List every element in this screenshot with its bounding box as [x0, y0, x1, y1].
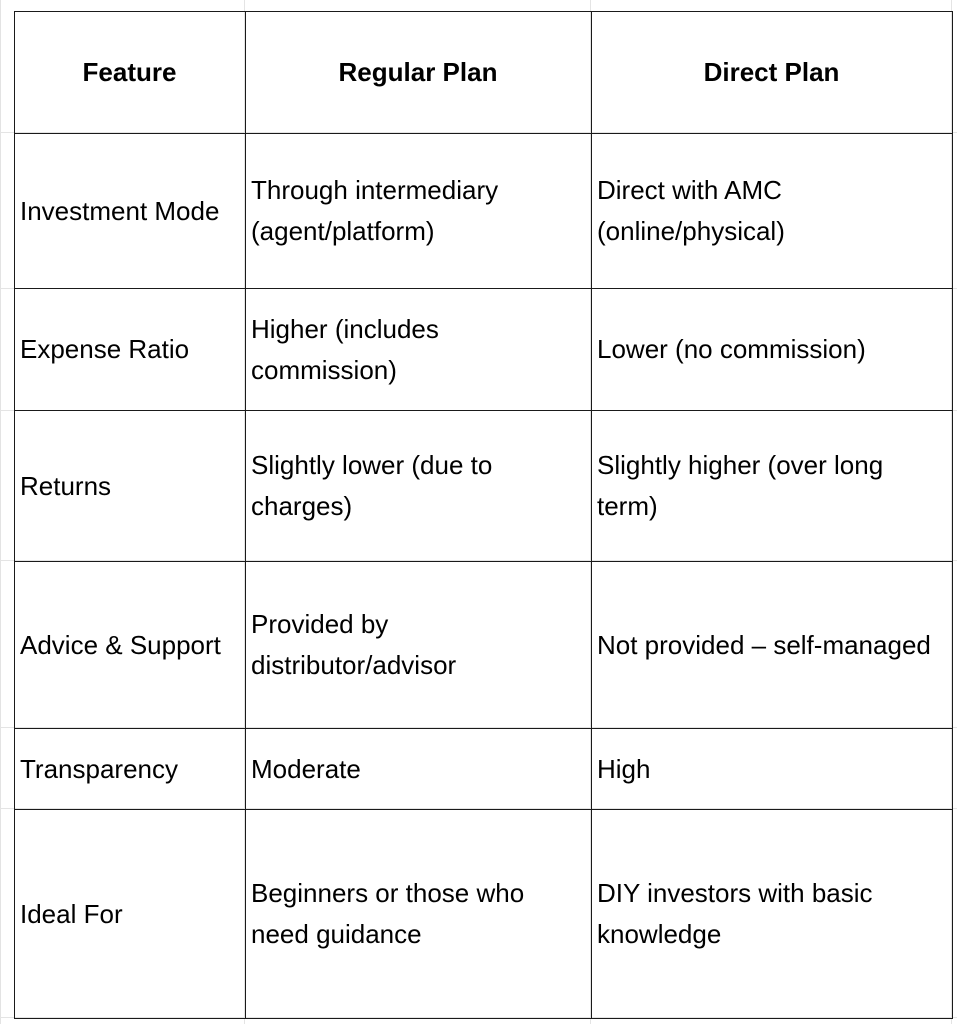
table-row — [15, 134, 953, 289]
direct-plan-cell: Not provided – self-managed — [592, 562, 953, 729]
regular-plan-cell: Slightly lower (due to charges) — [246, 411, 592, 562]
direct-plan-cell: Lower (no commission) — [592, 289, 953, 411]
table-header-row — [15, 12, 953, 134]
direct-plan-cell: DIY investors with basic knowledge — [592, 810, 953, 1019]
regular-plan-cell: Beginners or those who need guidance — [246, 810, 592, 1019]
table-row — [15, 411, 953, 562]
direct-plan-cell: High — [592, 729, 953, 810]
regular-plan-cell: Through intermediary (agent/platform) — [246, 134, 592, 289]
feature-cell: Investment Mode — [15, 134, 246, 289]
feature-cell: Advice & Support — [15, 562, 246, 729]
header-direct-plan: Direct Plan — [592, 12, 953, 134]
table-row — [15, 289, 953, 411]
direct-plan-cell: Direct with AMC (online/physical) — [592, 134, 953, 289]
table-row — [15, 562, 953, 729]
header-regular-plan: Regular Plan — [246, 12, 592, 134]
feature-cell: Ideal For — [15, 810, 246, 1019]
regular-plan-cell: Moderate — [246, 729, 592, 810]
regular-plan-cell: Provided by distributor/advisor — [246, 562, 592, 729]
regular-plan-cell: Higher (includes commission) — [246, 289, 592, 411]
feature-cell: Returns — [15, 411, 246, 562]
feature-cell: Expense Ratio — [15, 289, 246, 411]
header-feature: Feature — [15, 12, 246, 134]
table-row — [15, 729, 953, 810]
feature-cell: Transparency — [15, 729, 246, 810]
plan-comparison-table — [14, 11, 953, 1019]
table-row — [15, 810, 953, 1019]
direct-plan-cell: Slightly higher (over long term) — [592, 411, 953, 562]
